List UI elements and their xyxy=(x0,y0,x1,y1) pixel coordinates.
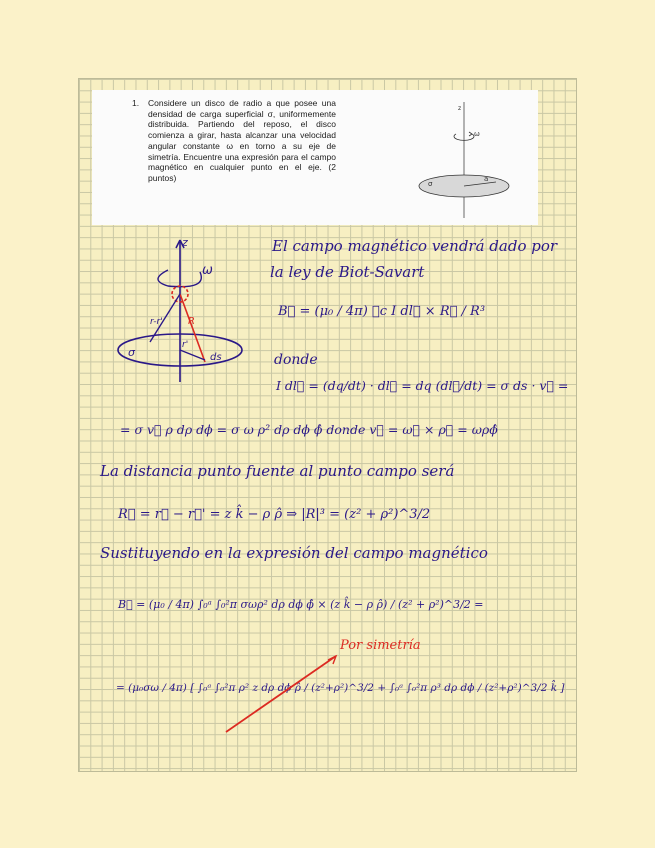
diagram-R-label: R xyxy=(188,316,195,327)
handwritten-line-2: la ley de Biot-Savart xyxy=(270,263,425,281)
diagram-ds-label: ds xyxy=(210,352,222,363)
biot-savart-equation: B⃗ = (μ₀ / 4π) ∮c I dl⃗ × R⃗ / R³ xyxy=(278,304,486,319)
velocity-equation: = σ v⃗ ρ dρ dϕ = σ ω ρ² dρ dϕ ϕ̂ donde v⃗ = ω⃗ × ρ⃗ = ωρϕ̂ xyxy=(120,422,498,437)
handwritten-line-distance: La distancia punto fuente al punto campo será xyxy=(100,462,455,480)
handwritten-line-1: El campo magnético vendrá dado por xyxy=(272,237,558,255)
distance-vector-equation: R⃗ = r⃗ − r⃗' = z k̂ − ρ ρ̂ ⇒ |R|³ = (z² + ρ²)^3/2 xyxy=(118,507,431,522)
diagram-r-minus-rp-label: r-r' xyxy=(150,317,163,327)
field-result-equation: = (μ₀σω / 4π) [ ∫₀ᵃ ∫₀²π ρ² z dρ dϕ ρ̂ / (z²+ρ²)^3/2 + ∫₀ᵃ ∫₀²π ρ³ dρ dϕ / (z²+ρ²)^3/2 k̂ ] xyxy=(116,682,565,694)
diagram-z-label: z xyxy=(182,236,188,249)
por-simetria-note: Por simetría xyxy=(340,638,421,653)
current-element-equation: I dl⃗ = (dq/dt) · dl⃗ = dq (dl⃗/dt) = σ ds · v⃗ = xyxy=(276,378,569,393)
field-integral-equation: B⃗ = (μ₀ / 4π) ∫₀ᵃ ∫₀²π σωρ² dρ dϕ ϕ̂ × (z k̂ − ρ ρ̂) / (z² + ρ²)^3/2 = xyxy=(118,598,484,611)
figure-omega-label: ω xyxy=(474,130,480,138)
figure-z-label: z xyxy=(458,105,462,112)
figure-a-label: a xyxy=(484,175,489,183)
handwritten-line-substitution: Sustituyendo en la expresión del campo magnético xyxy=(100,544,488,562)
diagram-omega-label: ω xyxy=(202,263,213,278)
problem-text: Considere un disco de radio a que posee una densidad de carga superficial σ, uniformemente distribuida. Partiendo del reposo, el disco comienza a girar, hasta alcanzar una velocidad angular constante ω en torno a su eje de simetría. Encuentre una expresión para el campo magnético en cualquier punto en el eje. (2 puntos) xyxy=(148,98,336,183)
handwritten-donde: donde xyxy=(274,352,318,368)
diagram-sigma-label: σ xyxy=(128,346,135,359)
diagram-rp-label: r' xyxy=(182,340,189,350)
problem-number: 1. xyxy=(132,98,140,108)
figure-sigma-label: σ xyxy=(428,180,433,188)
